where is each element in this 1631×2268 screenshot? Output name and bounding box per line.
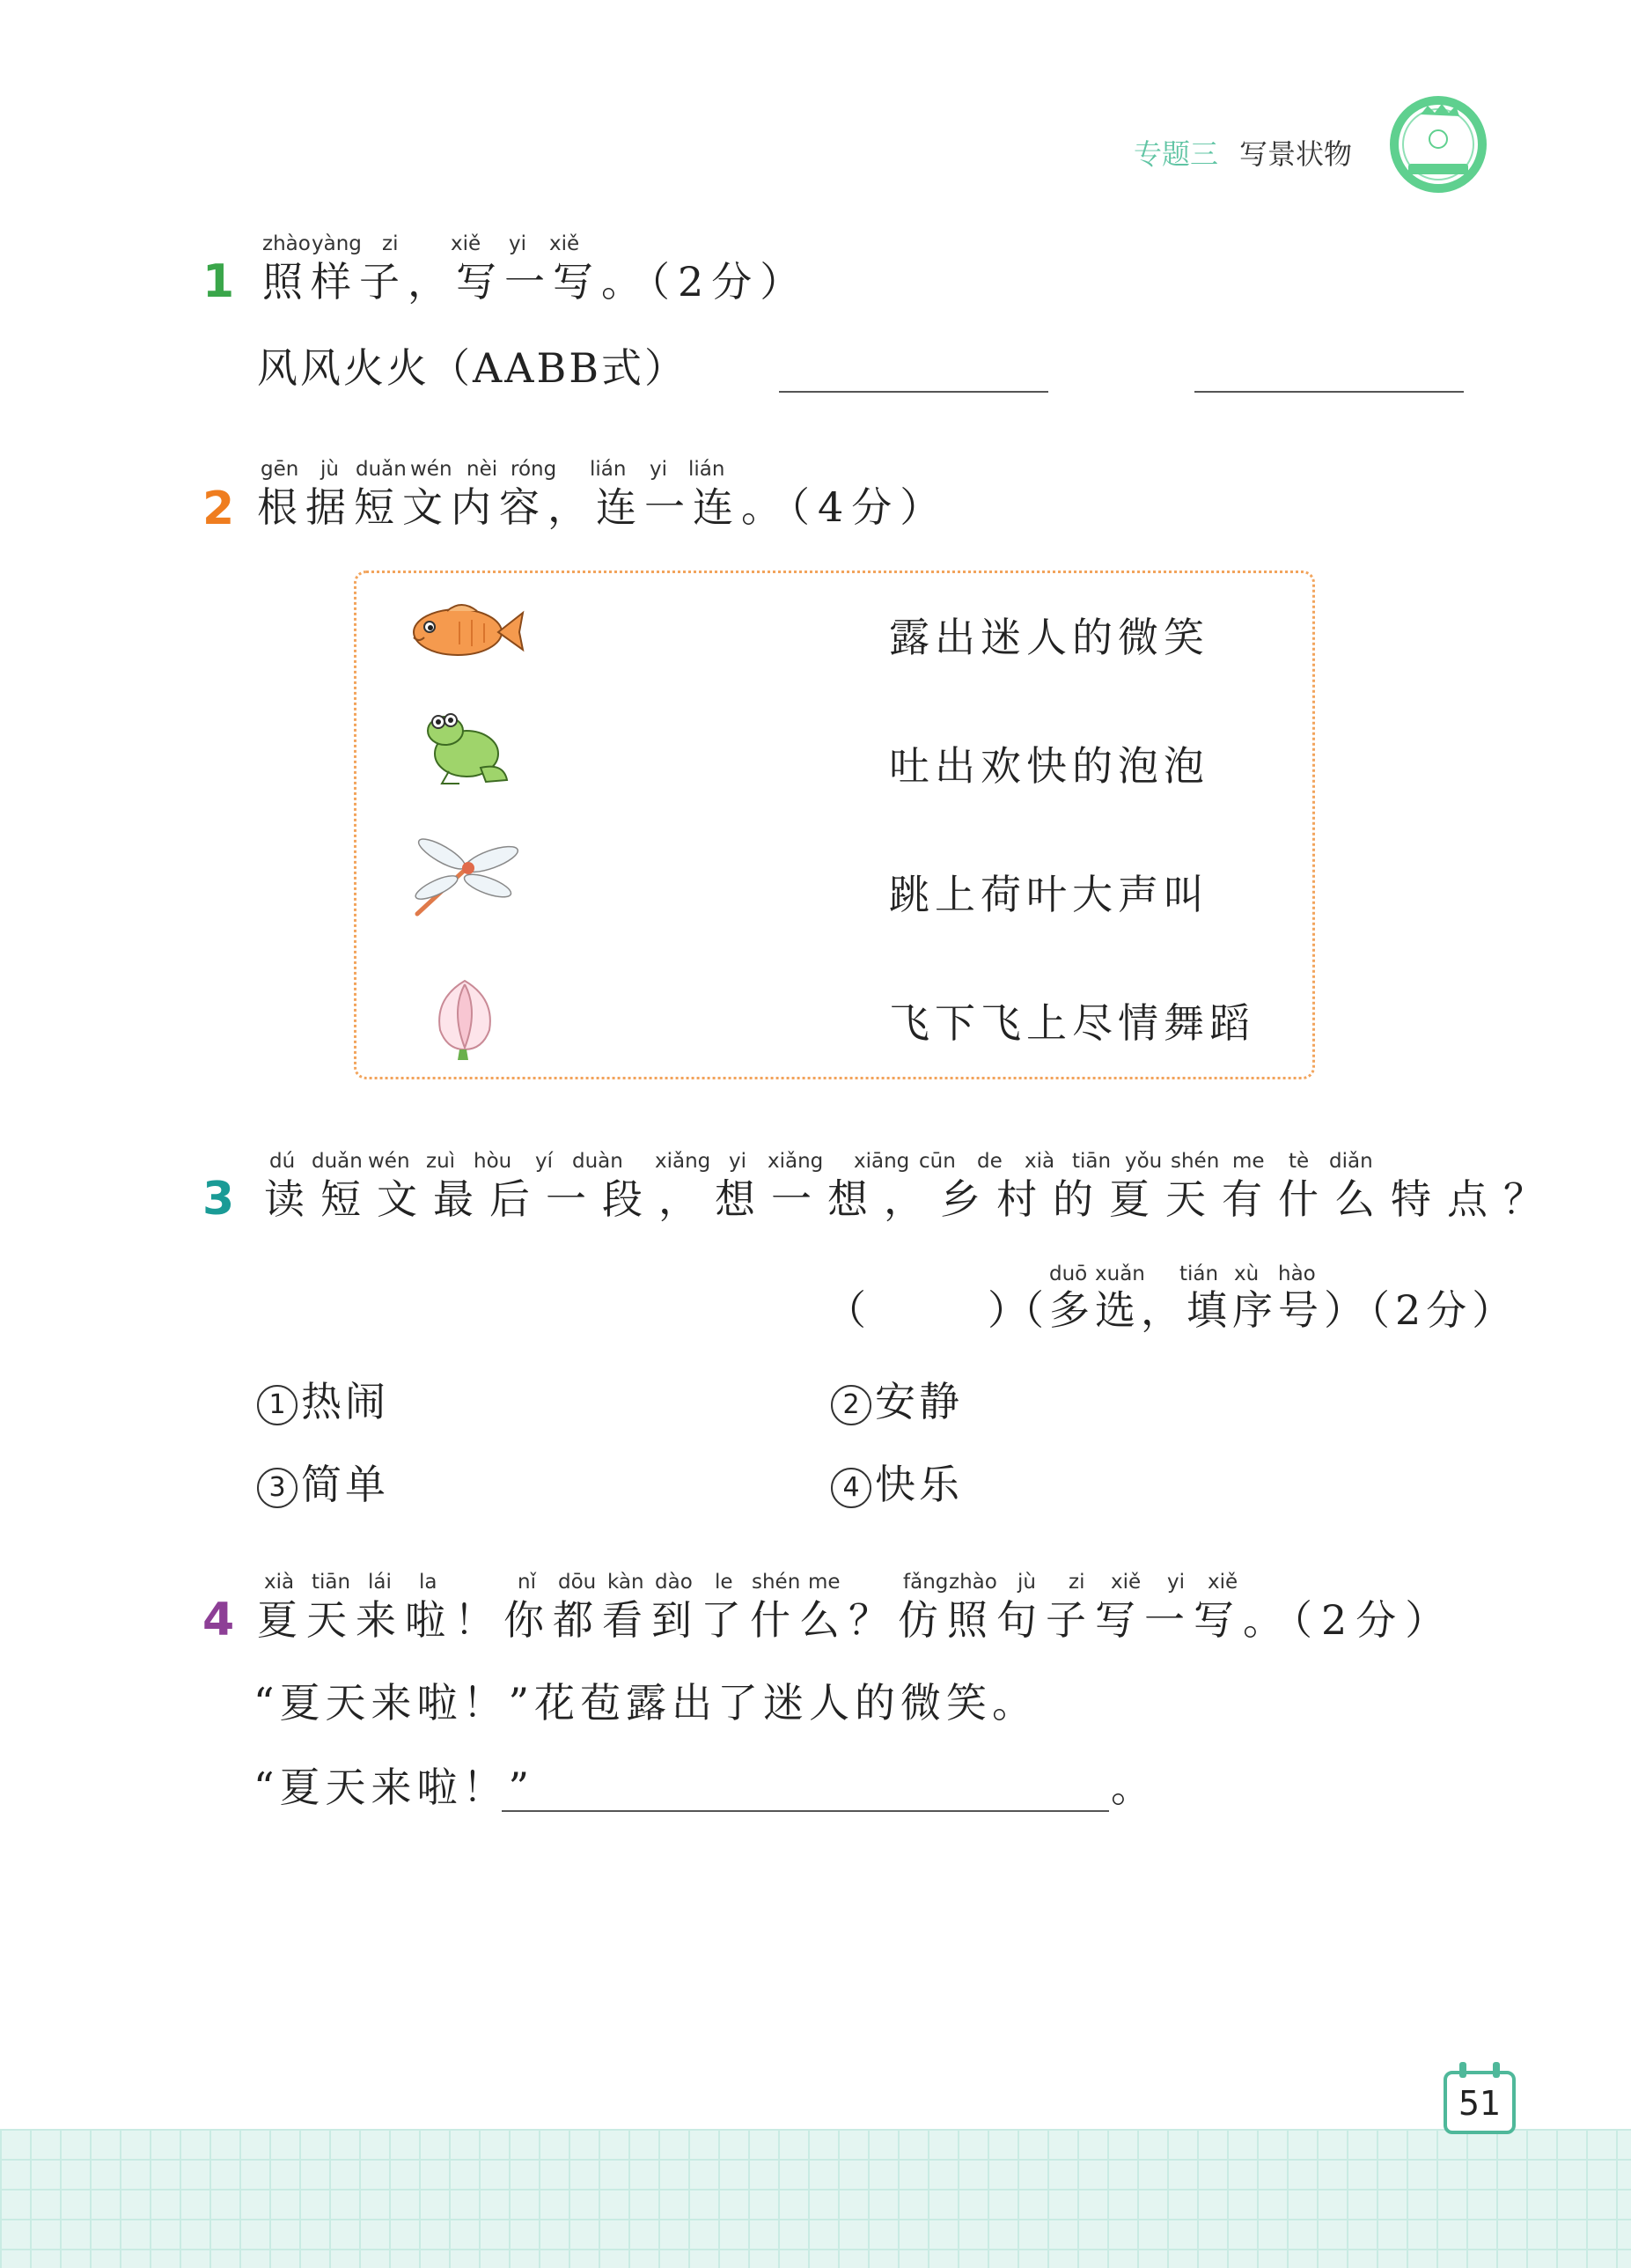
answer-line-3[interactable] (502, 1810, 1109, 1812)
question-4-text: 夏天来啦！你都看到了什么？仿照句子写一写。（2分） (257, 1596, 1455, 1644)
topic-label: 写景状物 (1239, 137, 1353, 171)
option-4[interactable]: 4 快乐 (831, 1453, 963, 1511)
footer-grid-band (0, 2129, 1631, 2268)
question-3-answer-pinyin: duō xuǎn tián xù hào (1049, 1263, 1316, 1285)
page-number: 51 (1444, 2071, 1516, 2134)
phrase-1[interactable]: 露出迷人的微笑 (889, 614, 1209, 661)
question-3-pinyin: dú duǎn wén zuì hòu yí duàn xiǎng yi xiǎng xiāng cūn de xià tiān yǒu shén me tè diǎn (269, 1150, 1373, 1173)
answer-parentheses[interactable]: （ ） (826, 1286, 1028, 1334)
option-1[interactable]: 1 热闹 (257, 1370, 389, 1428)
question-4-number: 4 (202, 1594, 235, 1646)
question-3-number: 3 (202, 1173, 235, 1226)
question-1-text: 照样子，写一写。（2分） (262, 258, 809, 306)
phrase-3[interactable]: 跳上荷叶大声叫 (889, 871, 1209, 918)
lotus-bud-icon[interactable] (428, 976, 502, 1060)
sentence-period: 。 (1111, 1764, 1159, 1811)
option-3[interactable]: 3 简单 (257, 1453, 389, 1511)
chapter-label: 专题三 (1134, 137, 1219, 171)
fish-icon[interactable] (407, 595, 526, 666)
question-2-text: 根据短文内容，连一连。（4分） (257, 483, 949, 531)
chapter-badge-icon (1389, 95, 1488, 194)
frog-icon[interactable] (419, 710, 512, 787)
question-2-pinyin: gēn jù duǎn wén nèi róng lián yi lián (261, 458, 725, 481)
answer-line-2[interactable] (1194, 391, 1464, 393)
phrase-4[interactable]: 飞下飞上尽情舞蹈 (889, 999, 1255, 1047)
question-4-pinyin: xià tiān lái la nǐ dōu kàn dào le shén me fǎng zhào jù zi xiě yi xiě (264, 1571, 1238, 1594)
option-2[interactable]: 2 安静 (831, 1370, 963, 1428)
answer-line-1[interactable] (779, 391, 1048, 393)
question-3-text: 读短文最后一段，想一想，乡村的夏天有什么特点？ (264, 1175, 1560, 1223)
question-1-pinyin: zhào yàng zi xiě yi xiě (262, 232, 580, 255)
phrase-2[interactable]: 吐出欢快的泡泡 (889, 742, 1209, 790)
question-4-example: “夏天来啦！”花苞露出了迷人的微笑。 (253, 1679, 1039, 1727)
question-4-prompt: “夏天来啦！” (253, 1764, 535, 1811)
dragonfly-icon[interactable] (410, 833, 521, 921)
question-1-number: 1 (202, 255, 235, 308)
question-3-answer-note: （多选，填序号）（2分） (1003, 1286, 1518, 1334)
question-2-number: 2 (202, 482, 235, 535)
question-1-example: 风风火火（AABB式） (257, 344, 688, 392)
